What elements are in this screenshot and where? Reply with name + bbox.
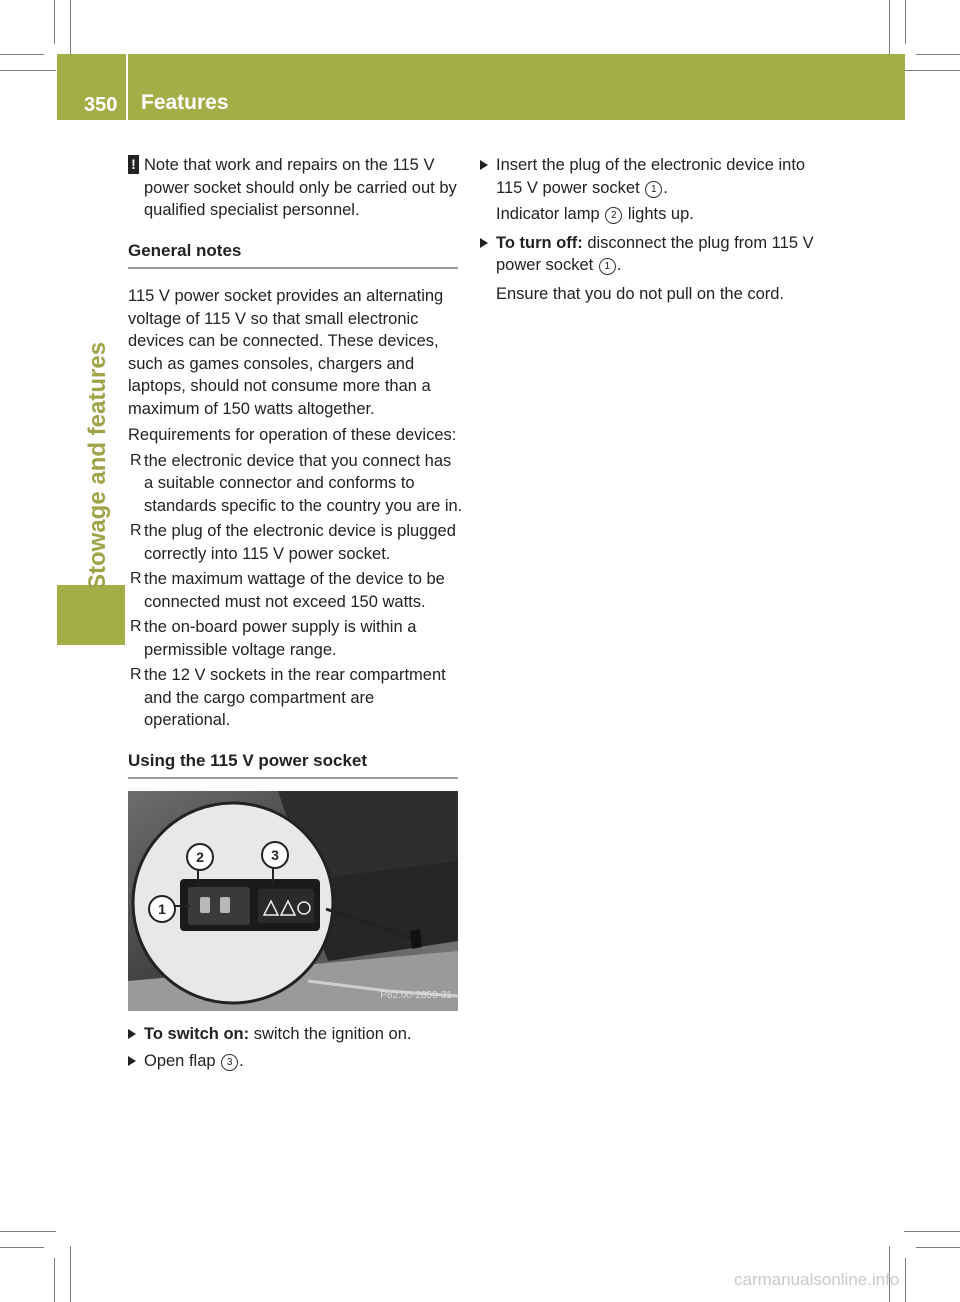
step-open-flap: Open flap 3 . [128, 1050, 463, 1073]
list-item: R the on-board power supply is within a permissible voltage range. [130, 618, 417, 659]
step-insert-plug: Insert the plug of the electronic device into 115 V power socket 1 . [480, 154, 820, 199]
footer-watermark: carmanualsonline.info [734, 1270, 900, 1289]
bullet-icon: R [130, 618, 142, 635]
general-notes-intro: 115 V power socket provides an alternating voltage of 115 V so that small electronic devices can be connected. These devices, such as games consoles, chargers and laptops, should not consume more than a maximum of 150 watts altogether. [128, 287, 444, 418]
cord-note: Ensure that you do not pull on the cord. [496, 284, 785, 303]
warning-text: Note that work and repairs on the 115 V power socket should only be carried out by qualified specialist personnel. [144, 156, 457, 219]
indicator-note: Indicator lamp 2 lights up. [496, 205, 694, 223]
callout-2: 2 [186, 843, 214, 871]
right-column [480, 154, 820, 305]
side-section-label: Stowage and features [84, 341, 111, 590]
bullet-icon: R [130, 666, 142, 683]
callout-ref-2: 2 [605, 207, 622, 224]
callout-ref-3: 3 [221, 1054, 238, 1071]
socket-illustration [128, 791, 458, 1011]
callout-ref-1: 1 [645, 181, 662, 198]
page-title: Features [141, 91, 229, 114]
header-divider [126, 54, 128, 120]
bullet-icon: R [130, 451, 142, 469]
bullet-icon: R [130, 522, 142, 539]
step-arrow-icon [480, 160, 488, 170]
step-switch-on: To switch on: switch the ignition on. [128, 1023, 463, 1046]
section-heading-using-socket: Using the 115 V power socket [128, 750, 458, 780]
bullet-icon: R [130, 570, 142, 587]
requirements-label: Requirements for operation of these devices: [128, 426, 457, 444]
power-socket-figure [128, 791, 458, 1011]
list-item: R the maximum wattage of the device to be connected must not exceed 150 watts. [130, 570, 445, 611]
list-item: R the plug of the electronic device is plugged correctly into 115 V power socket. [130, 522, 456, 563]
page-number: 350 [84, 94, 118, 116]
list-item: R the electronic device that you connect has a suitable connector and conforms to standards specific to the country you are in. [130, 451, 463, 515]
left-column [128, 154, 463, 1072]
callout-3: 3 [261, 841, 289, 869]
warning-icon: ! [128, 155, 139, 174]
step-turn-off: To turn off: disconnect the plug from 115 V power socket 1 . [480, 232, 820, 277]
figure-code: P82.00-2858-31 [380, 989, 452, 1001]
callout-ref-1: 1 [599, 258, 616, 275]
callout-1: 1 [148, 895, 176, 923]
section-heading-general-notes: General notes [128, 240, 458, 270]
side-color-block [57, 585, 125, 645]
step-arrow-icon [128, 1056, 136, 1066]
list-item: R the 12 V sockets in the rear compartment and the cargo compartment are operational. [130, 666, 446, 729]
step-arrow-icon [128, 1029, 136, 1039]
step-arrow-icon [480, 238, 488, 248]
warning-note [128, 154, 463, 222]
